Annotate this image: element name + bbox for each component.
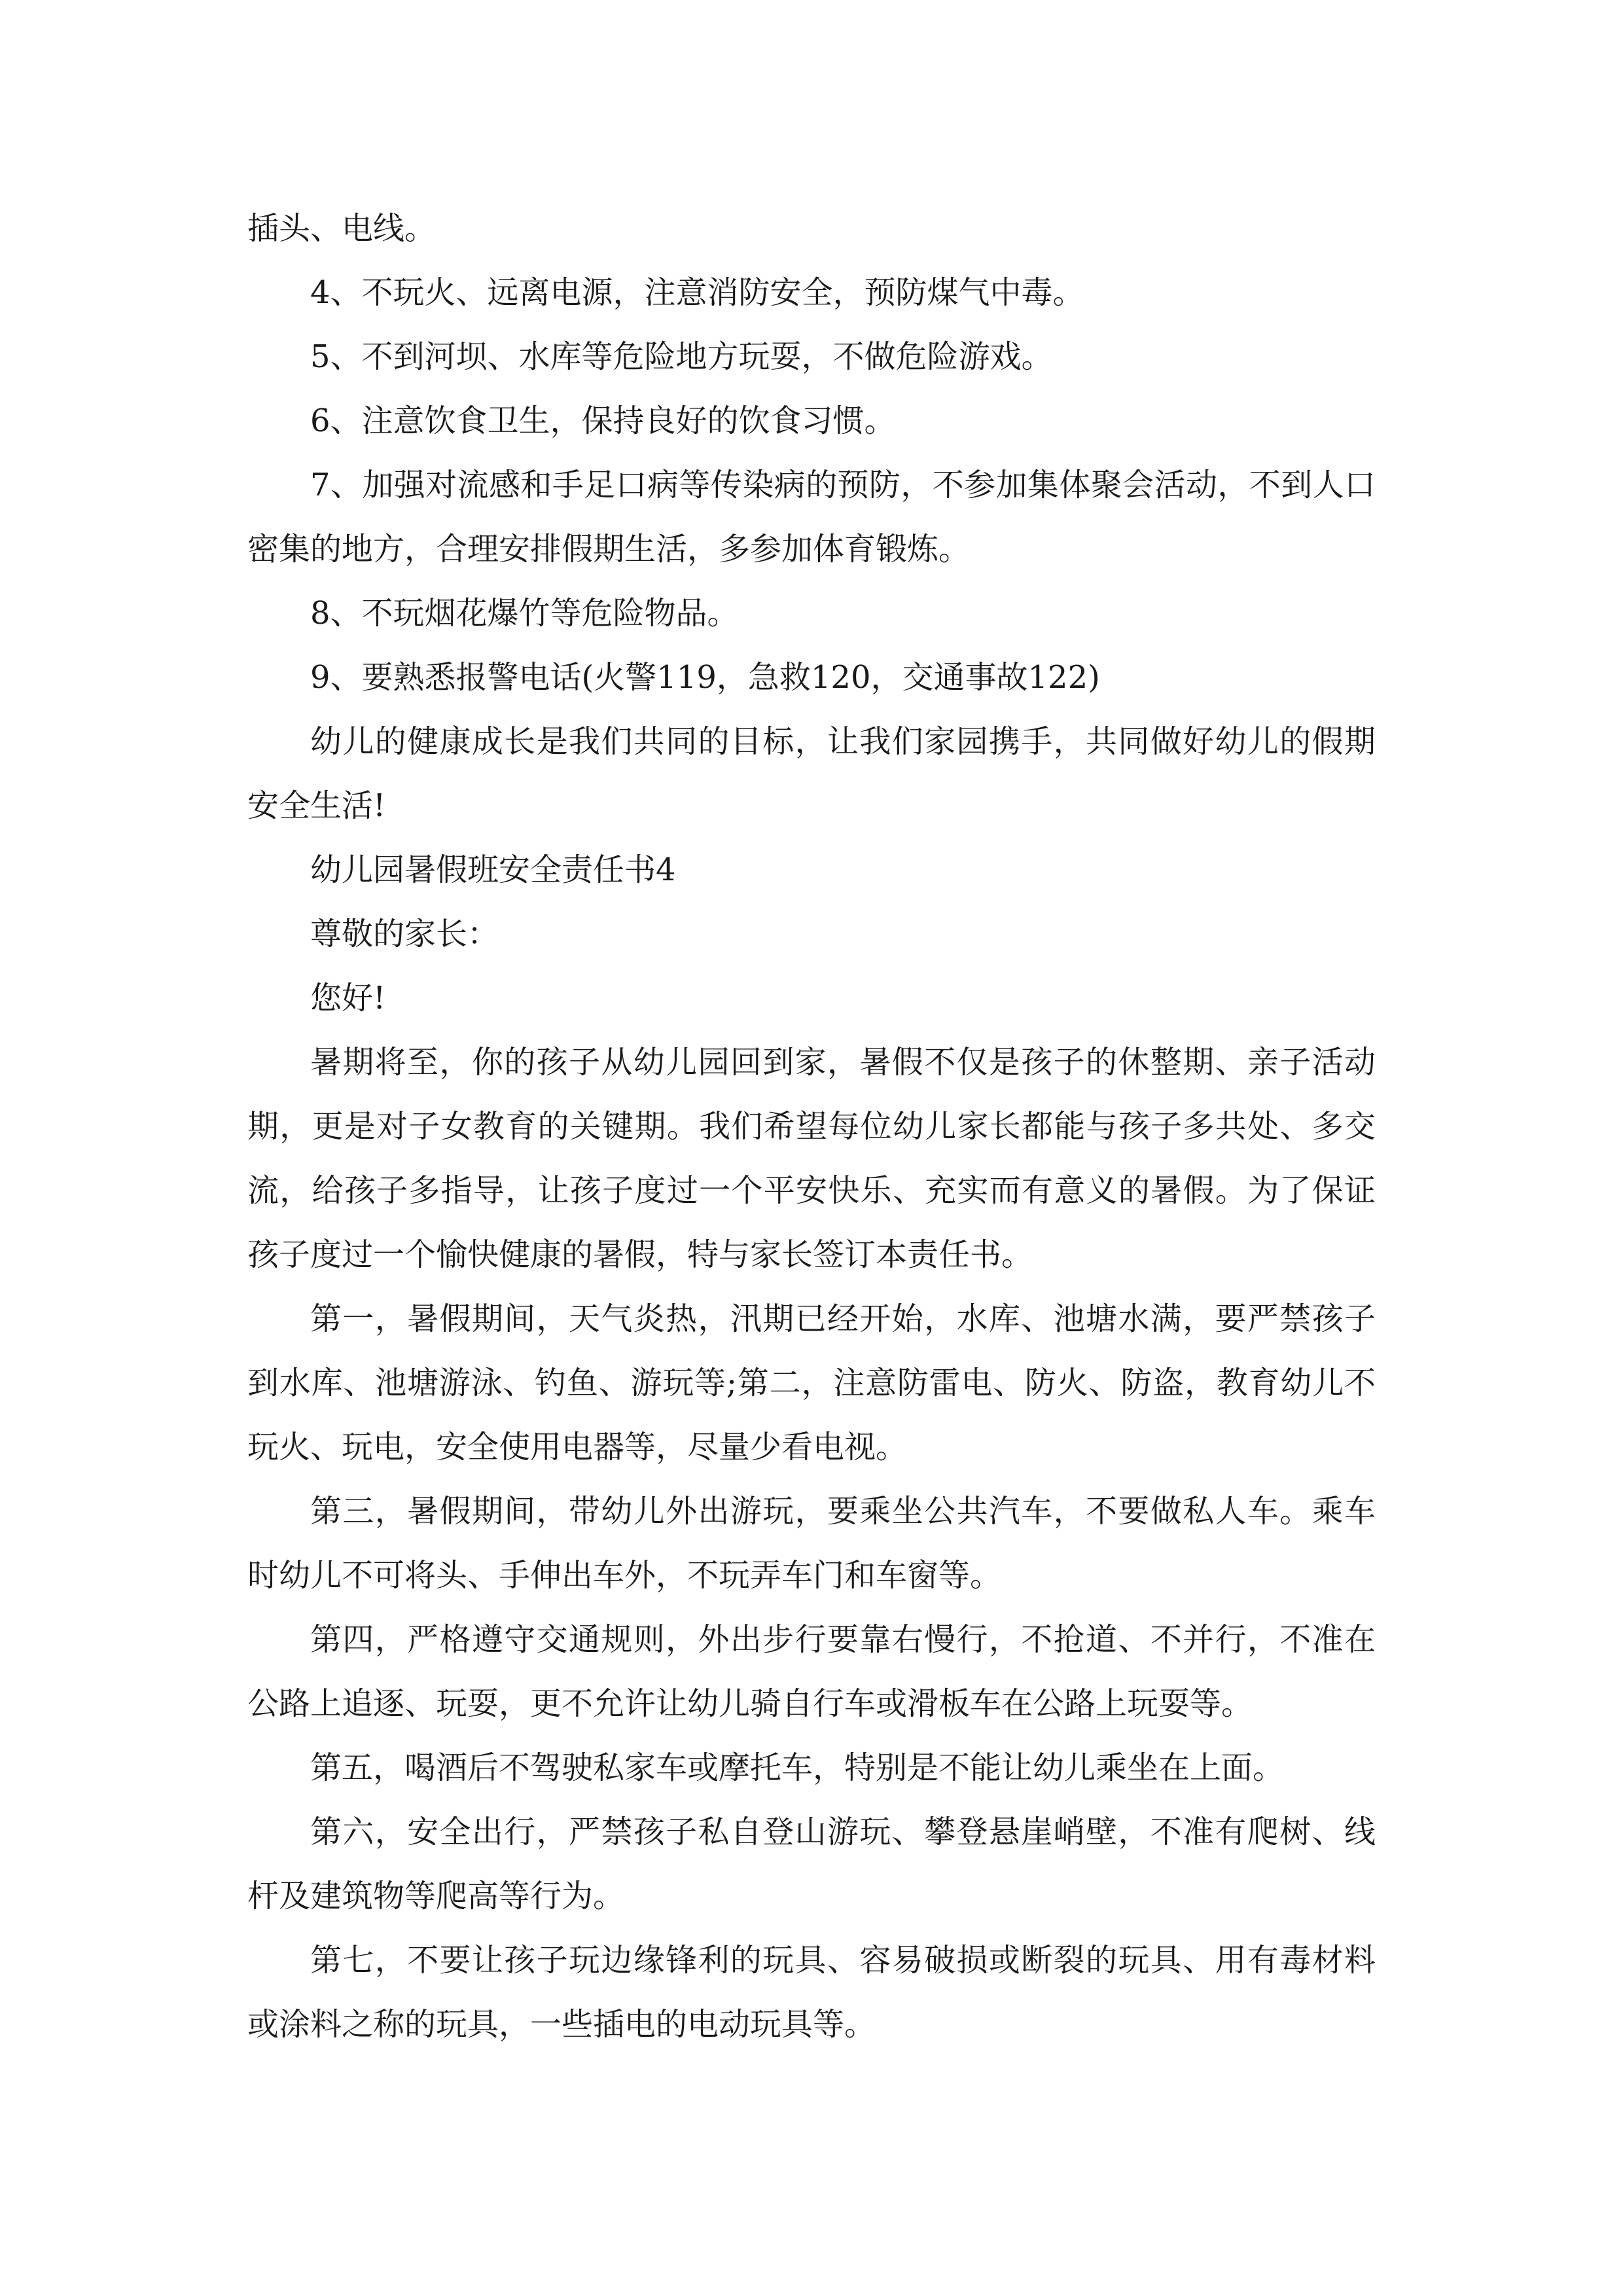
section-title: 幼儿园暑假班安全责任书4 [310, 852, 676, 888]
paragraph-item-7: 7、加强对流感和手足口病等传染病的预防，不参加集体聚会活动，不到人口密集的地方，合理安排假期生活，多参加体育锻炼。 [247, 467, 1376, 567]
paragraph-first-second: 第一，暑假期间，天气炎热，汛期已经开始，水库、池塘水满，要严禁孩子到水库、池塘游泳、钓鱼、游玩等;第二，注意防雷电、防火、防盗，教育幼儿不玩火、玩电，安全使用电器等，尽量少看电视。 [247, 1300, 1376, 1465]
paragraph-closing: 幼儿的健康成长是我们共同的目标，让我们家园携手，共同做好幼儿的假期安全生活! [247, 723, 1376, 824]
greeting: 您好! [310, 980, 386, 1016]
document-body [247, 196, 1376, 2056]
paragraph-continuation: 插头、电线。 [247, 210, 437, 247]
paragraph-item-5: 5、不到河坝、水库等危险地方玩耍，不做危险游戏。 [310, 338, 1053, 375]
paragraph-item-9: 9、要熟悉报警电话(火警119，急救120，交通事故122) [310, 659, 1100, 696]
paragraph-item-4: 4、不玩火、远离电源，注意消防安全，预防煤气中毒。 [310, 274, 1084, 311]
paragraph-third: 第三，暑假期间，带幼儿外出游玩，要乘坐公共汽车，不要做私人车。乘车时幼儿不可将头、手伸出车外，不玩弄车门和车窗等。 [247, 1493, 1376, 1594]
paragraph-fourth: 第四，严格遵守交通规则，外出步行要靠右慢行，不抢道、不并行，不准在公路上追逐、玩耍，更不允许让幼儿骑自行车或滑板车在公路上玩耍等。 [247, 1621, 1376, 1722]
salutation: 尊敬的家长： [310, 916, 499, 952]
paragraph-item-8: 8、不玩烟花爆竹等危险物品。 [310, 595, 739, 632]
paragraph-sixth: 第六，安全出行，严禁孩子私自登山游玩、攀登悬崖峭壁，不准有爬树、线杆及建筑物等爬高等行为。 [247, 1814, 1376, 1914]
paragraph-seventh: 第七，不要让孩子玩边缘锋利的玩具、容易破损或断裂的玩具、用有毒材料或涂料之称的玩具，一些插电的电动玩具等。 [247, 1942, 1376, 2043]
paragraph-fifth: 第五，喝酒后不驾驶私家车或摩托车，特别是不能让幼儿乘坐在上面。 [310, 1749, 1285, 1786]
paragraph-item-6: 6、注意饮食卫生，保持良好的饮食习惯。 [310, 403, 896, 439]
paragraph-intro: 暑期将至，你的孩子从幼儿园回到家，暑假不仅是孩子的休整期、亲子活动期，更是对子女教育的关键期。我们希望每位幼儿家长都能与孩子多共处、多交流，给孩子多指导，让孩子度过一个平安快乐、充实而有意义的暑假。为了保证孩子度过一个愉快健康的暑假，特与家长签订本责任书。 [247, 1044, 1376, 1273]
